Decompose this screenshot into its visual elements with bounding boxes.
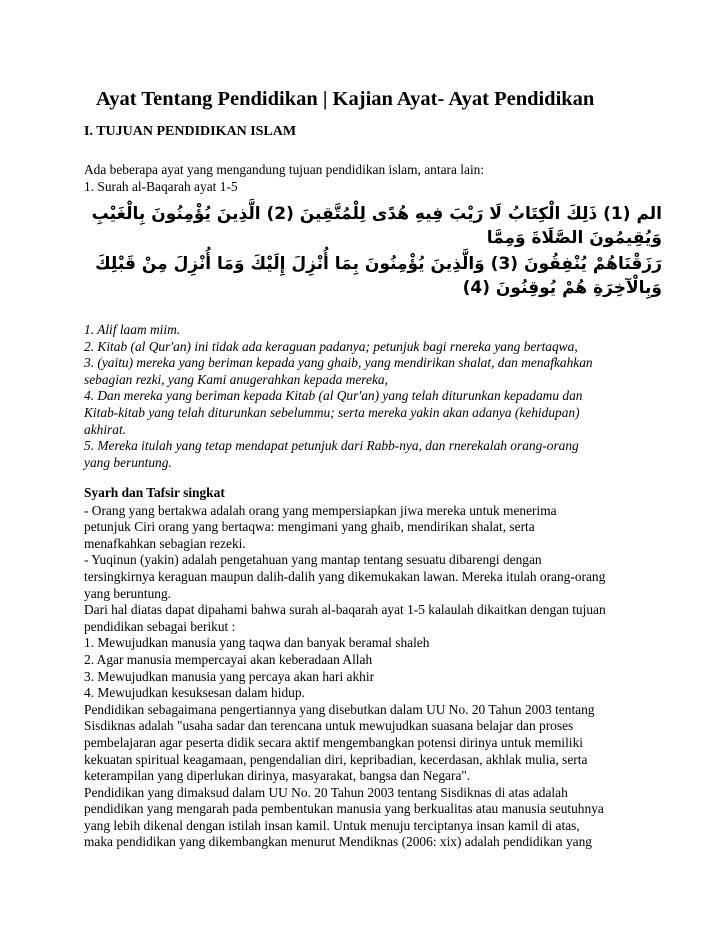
translation-line: akhirat.: [84, 421, 127, 437]
translation-line: 1. Alif laam miim.: [84, 322, 181, 337]
intro-paragraph: [84, 162, 644, 195]
translation-line: 3. (yaitu) mereka yang beriman kepada yang ghaib, yang mendirikan shalat, dan menafkahkan: [84, 355, 593, 371]
tafsir-line: menafkahkan sebagian rezeki.: [84, 535, 246, 551]
tafsir-line: - Yuqinun (yakin) adalah pengetahuan yang mantap tentang sesuatu dibarengi dengan: [84, 552, 542, 568]
tafsir-line: yang beruntung.: [84, 585, 172, 601]
arabic-verse-line: الم (1) ذَلِكَ الْكِتَابُ لَا رَيْبَ فِيهِ هُدًى لِلْمُتَّقِينَ (2) الَّذِينَ يُؤْمِنُونَ بِالْغَيْبِ وَيُقِيمُونَ الصَّلَاةَ وَمِمَّا: [91, 204, 662, 248]
tafsir-heading: Syarh dan Tafsir singkat: [84, 485, 225, 500]
tafsir-line: 1. Mewujudkan manusia yang taqwa dan banyak beramal shaleh: [84, 635, 430, 651]
translation-line: sebagian rezki, yang Kami anugerahkan kepada mereka,: [84, 371, 388, 387]
translation-line: Kitab-kitab yang telah diturunkan sebelummu; serta mereka yakin akan adanya (kehidupan): [84, 404, 580, 420]
translation-line: 2. Kitab (al Qur'an) ini tidak ada keraguan padanya; petunjuk bagi rnereka yang bertaqwa,: [84, 338, 578, 354]
section-heading: I. TUJUAN PENDIDIKAN ISLAM: [84, 124, 297, 139]
tafsir-line: pendidikan yang mengarah pada pembentukan manusia yang berkualitas atau manusia seutuhnya: [84, 801, 604, 817]
intro-line: Ada beberapa ayat yang mengandung tujuan pendidikan islam, antara lain:: [84, 162, 485, 177]
tafsir-line: Pendidikan sebagaimana pengertiannya yang disebutkan dalam UU No. 20 Tahun 2003 tentang: [84, 701, 595, 717]
tafsir-line: - Orang yang bertakwa adalah orang yang mempersiapkan jiwa mereka untuk menerima: [84, 502, 557, 518]
tafsir-line: kekuatan spiritual keagamaan, pengendalian diri, kepribadian, kecerdasan, akhlak mulia, serta: [84, 751, 588, 767]
intro-line: 1. Surah al-Baqarah ayat 1-5: [84, 178, 238, 194]
tafsir-line: 3. Mewujudkan manusia yang percaya akan hari akhir: [84, 668, 375, 684]
tafsir-line: petunjuk Ciri orang yang bertaqwa: mengimani yang ghaib, mendirikan shalat, serta: [84, 519, 535, 535]
tafsir-line: Pendidikan yang dimaksud dalam UU No. 20 Tahun 2003 tentang Sisdiknas di atas adalah: [84, 784, 568, 800]
tafsir-line: pembelajaran agar peserta didik secara aktif mengembangkan potensi dirinya untuk memiliki: [84, 734, 583, 750]
page-title: Ayat Tentang Pendidikan | Kajian Ayat- Ayat Pendidikan: [96, 88, 595, 110]
tafsir-line: 2. Agar manusia mempercayai akan keberadaan Allah: [84, 651, 373, 667]
tafsir-line: 4. Mewujudkan kesuksesan dalam hidup.: [84, 685, 305, 701]
tafsir-line: maka pendidikan yang dikembangkan menurut Mendiknas (2006: xix) adalah pendidikan yang: [84, 834, 592, 850]
tafsir-line: yang lebih dikenal dengan istilah insan kamil. Untuk menuju terciptanya insan kamil di atas,: [84, 817, 580, 833]
translation-line: yang beruntung.: [84, 454, 172, 470]
tafsir-line: keterampilan yang diperlukan dirinya, masyarakat, bangsa dan Negara".: [84, 768, 471, 784]
tafsir-line: Dari hal diatas dapat dipahami bahwa surah al-baqarah ayat 1-5 kalaulah dikaitkan dengan tujuan: [84, 602, 606, 618]
verse-translation: [84, 322, 644, 471]
tafsir-section: [84, 485, 644, 851]
tafsir-line: pendidikan sebagai berikut :: [84, 618, 236, 634]
arabic-verse-line: رَزَقْنَاهُمْ يُنْفِقُونَ (3) وَالَّذِينَ يُؤْمِنُونَ بِمَا أُنْزِلَ إِلَيْكَ وَمَا أُنْزِلَ مِنْ قَبْلِكَ وَبِالْآخِرَةِ هُمْ يُوقِنُونَ (4): [95, 254, 662, 298]
tafsir-line: Sisdiknas adalah "usaha sadar dan terencana untuk mewujudkan suasana belajar dan proses: [84, 718, 574, 734]
translation-line: 4. Dan mereka yang beriman kepada Kitab (al Qur'an) yang telah diturunkan kepadamu dan: [84, 388, 583, 404]
tafsir-line: tersingkirnya keraguan maupun dalih-dalih yang dikemukakan lawan. Mereka itulah orang-orang: [84, 568, 606, 584]
translation-line: 5. Mereka itulah yang tetap mendapat petunjuk dari Rabb-nya, dan rnerekalah orang-orang: [84, 438, 579, 454]
